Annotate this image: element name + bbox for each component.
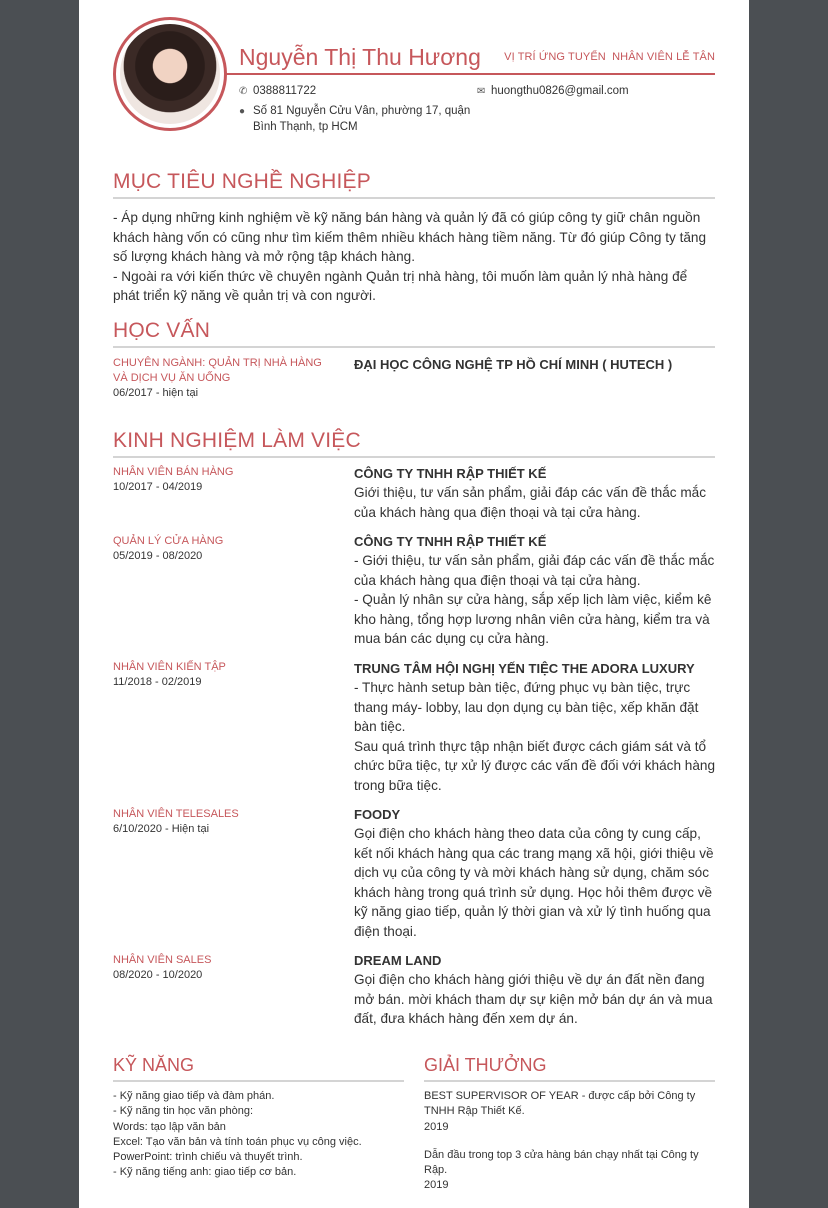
experience-role: QUẢN LÝ CỬA HÀNG <box>113 535 224 547</box>
skill-line: - Kỹ năng tin học văn phòng: <box>113 1105 254 1118</box>
header-divider <box>225 73 715 75</box>
experience-meta <box>113 953 338 983</box>
objective-line: - Ngoài ra với kiến thức về chuyên ngành Quản trị nhà hàng, tôi muốn làm quản lý nhà hàng để phát triển kỹ năng về quản trị và con người. <box>113 268 688 304</box>
skill-line: Words: tạo lập văn bản <box>113 1120 226 1133</box>
education-meta <box>113 356 338 401</box>
experience-desc <box>354 483 716 522</box>
objective-title: MỤC TIÊU NGHỀ NGHIỆP <box>113 170 371 193</box>
experience-desc <box>354 824 716 941</box>
position-label: VỊ TRÍ ỨNG TUYỂN <box>504 51 606 63</box>
phone-icon: ✆ <box>239 86 248 97</box>
award-item <box>424 1148 715 1194</box>
experience-detail <box>354 659 716 795</box>
skill-line: Excel: Tạo văn bản và tính toán phục vụ công việc. <box>113 1135 362 1148</box>
experience-company: CÔNG TY TNHH RẬP THIẾT KẾ <box>354 534 547 549</box>
education-title: HỌC VẤN <box>113 319 211 342</box>
experience-date: 05/2019 - 08/2020 <box>113 550 203 562</box>
profile-photo <box>120 24 220 124</box>
experience-date: 10/2017 - 04/2019 <box>113 481 203 493</box>
objective-text <box>113 208 715 306</box>
experience-detail <box>354 464 716 522</box>
address-text: Số 81 Nguyễn Cửu Vân, phường 17, quận Bình Thạnh, tp HCM <box>253 105 471 133</box>
experience-desc <box>354 970 716 1029</box>
experience-company: FOODY <box>354 807 401 822</box>
experience-role: NHÂN VIÊN SALES <box>113 954 212 966</box>
education-school: ĐẠI HỌC CÔNG NGHỆ TP HỒ CHÍ MINH ( HUTECH ) <box>354 357 673 372</box>
awards-list <box>424 1089 715 1207</box>
position-value: NHÂN VIÊN LỄ TÂN <box>612 51 715 63</box>
award-item <box>424 1089 715 1135</box>
experience-title: KINH NGHIỆM LÀM VIỆC <box>113 429 361 452</box>
experience-date: 11/2018 - 02/2019 <box>113 676 202 688</box>
experience-company: CÔNG TY TNHH RẬP THIẾT KẾ <box>354 466 547 481</box>
map-pin-icon: ● <box>239 106 246 117</box>
skills-rule <box>113 1080 404 1082</box>
skill-line: PowerPoint: trình chiếu và thuyết trình. <box>113 1151 303 1164</box>
cv-page <box>79 0 749 1208</box>
experience-company: TRUNG TÂM HỘI NGHỊ YẾN TIỆC THE ADORA LUXURY <box>354 661 695 676</box>
experience-desc <box>354 678 716 795</box>
education-date: 06/2017 - hiện tại <box>113 387 199 399</box>
award-year: 2019 <box>424 1120 449 1133</box>
objective-rule <box>113 197 715 199</box>
skill-line: - Kỹ năng giao tiếp và đàm phán. <box>113 1090 275 1102</box>
email-text: huongthu0826@gmail.com <box>491 85 629 97</box>
experience-desc-line: Giới thiệu, tư vấn sản phẩm, giải đáp các vấn đề thắc mắc của khách hàng qua điện thoại và tại cửa hàng. <box>354 485 707 520</box>
objective-line: - Áp dụng những kinh nghiệm về kỹ năng bán hàng và quản lý đã có giúp công ty giữ chân nguồn khách hàng vốn có cũng như tìm kiếm thêm nhiều khách hàng tiềm năng. Từ đó giúp Công ty tăng số lượng khách hàng và mở rộng tập khách hàng. <box>113 210 707 265</box>
contact-phone <box>239 83 439 99</box>
experience-detail <box>354 532 716 649</box>
experience-desc-line: - Giới thiệu, tư vấn sản phẩm, giải đáp các vấn đề thắc mắc của khách hàng qua điện thoại và tại cửa hàng. <box>354 553 715 588</box>
experience-company: DREAM LAND <box>354 953 442 968</box>
email-icon: ✉ <box>477 86 486 97</box>
experience-desc <box>354 551 716 649</box>
experience-desc-line: - Quản lý nhân sự cửa hàng, sắp xếp lịch làm việc, kiểm kê kho hàng, tổng hợp lương nhân viên cửa hàng, kiểm tra và mua bán các dụng cụ cửa hàng. <box>354 592 712 646</box>
candidate-name: Nguyễn Thị Thu Hương <box>239 44 481 70</box>
experience-meta <box>113 807 338 837</box>
contact-email <box>477 83 697 99</box>
experience-desc-line: Gọi điện cho khách hàng theo data của công ty cung cấp, kết nối khách hàng qua các trang mạng xã hội, giới thiệu về dịch vụ của công ty và mời khách hàng sử dụng, chăm sóc khách hàng trong quá trình sử dụng. Học hỏi thêm được về kỹ năng giao tiếp, quản lý thời gian và xử lý tình huống qua điện thoại. <box>354 826 714 939</box>
experience-meta <box>113 660 338 690</box>
experience-role: NHÂN VIÊN KIẾN TẬP <box>113 661 226 673</box>
experience-detail <box>354 805 716 941</box>
experience-desc-line: Sau quá trình thực tập nhận biết được cách giám sát và tổ chức bữa tiệc, tự xử lý được các vấn đề đối với khách hàng trong bữa tiệc. <box>354 738 716 793</box>
experience-rule <box>113 456 715 458</box>
award-year: 2019 <box>424 1179 449 1192</box>
experience-role: NHÂN VIÊN TELESALES <box>113 808 239 820</box>
experience-meta <box>113 534 338 564</box>
position-applied <box>504 51 715 63</box>
skill-line: - Kỹ năng tiếng anh: giao tiếp cơ bản. <box>113 1166 297 1179</box>
awards-rule <box>424 1080 715 1082</box>
phone-text: 0388811722 <box>253 85 317 97</box>
award-text: BEST SUPERVISOR OF YEAR - được cấp bởi Công ty TNHH Rập Thiết Kế. <box>424 1090 696 1118</box>
avatar <box>113 17 227 131</box>
experience-desc-line: Gọi điện cho khách hàng giới thiệu về dự án đất nền đang mở bán. mời khách tham dự sự kiện mở bán dự án và mua đất, đưa khách hàng đến xem dự án. <box>354 972 713 1026</box>
contact-address <box>239 103 474 135</box>
experience-role: NHÂN VIÊN BÁN HÀNG <box>113 466 234 478</box>
skills-title: KỸ NĂNG <box>113 1055 195 1075</box>
experience-desc-line: - Thực hành setup bàn tiệc, đứng phục vụ bàn tiệc, trực thang máy- lobby, lau dọn dụng cụ bàn tiệc, xếp khăn đặt bàn tiệc. <box>354 680 699 734</box>
education-major: CHUYÊN NGÀNH: QUẢN TRỊ NHÀ HÀNG VÀ DỊCH VỤ ĂN UỐNG <box>113 357 322 384</box>
experience-detail <box>354 951 716 1029</box>
education-rule <box>113 346 715 348</box>
experience-date: 08/2020 - 10/2020 <box>113 969 203 981</box>
education-detail <box>354 355 716 374</box>
experience-meta <box>113 465 338 495</box>
awards-title: GIẢI THƯỞNG <box>424 1055 547 1075</box>
award-text: Dẫn đầu trong top 3 cửa hàng bán chạy nhất tại Công ty Rập. <box>424 1148 699 1177</box>
experience-date: 6/10/2020 - Hiện tại <box>113 823 210 835</box>
skills-list <box>113 1089 404 1181</box>
